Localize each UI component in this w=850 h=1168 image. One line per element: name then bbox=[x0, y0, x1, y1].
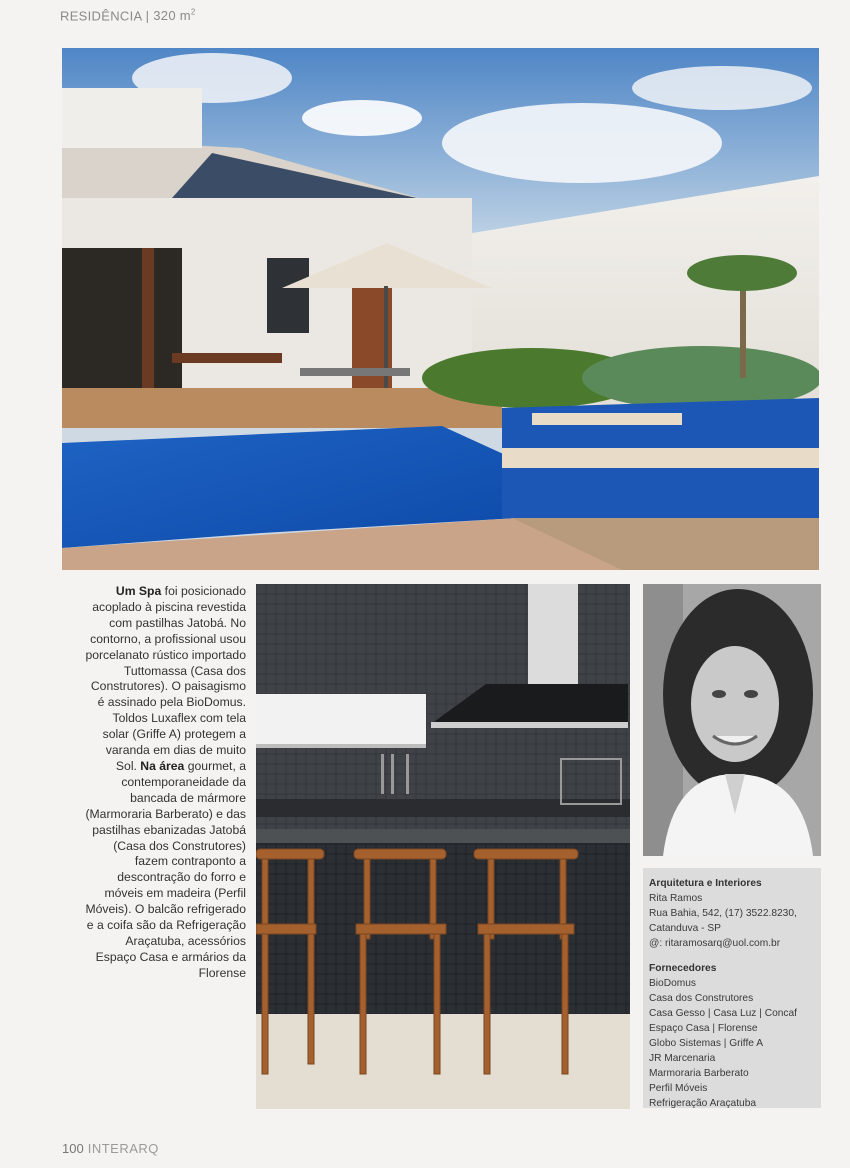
section-label: RESIDÊNCIA bbox=[60, 8, 142, 24]
supplier-item: Casa dos Construtores bbox=[649, 993, 754, 1004]
supplier-item: JR Marcenaria bbox=[649, 1053, 716, 1064]
address-line-1: Rua Bahia, 542, (17) 3522.8230, bbox=[649, 908, 797, 919]
lead-bold: Um Spa bbox=[115, 584, 162, 598]
area-label: 320 $m^2$ bbox=[153, 8, 196, 24]
supplier-item: Perfil Móveis bbox=[649, 1083, 708, 1094]
page-number: 100 bbox=[62, 1141, 84, 1156]
address-line-2: Catanduva - SP bbox=[649, 923, 721, 934]
architect-name: Rita Ramos bbox=[649, 893, 703, 904]
pool-spa-photo bbox=[62, 48, 819, 570]
magazine-name: INTERARQ bbox=[87, 1141, 159, 1156]
mid-bold: Na área bbox=[140, 758, 185, 773]
header-separator: | bbox=[145, 8, 150, 24]
page-footer bbox=[62, 1141, 159, 1156]
supplier-item: Refrigeração Araçatuba bbox=[649, 1098, 757, 1109]
email-contact: @: ritaramosarq@uol.com.br bbox=[649, 938, 781, 949]
architect-heading: Arquitetura e Interiores bbox=[649, 878, 762, 889]
supplier-item: Globo Sistemas | Griffe A bbox=[649, 1038, 764, 1049]
supplier-item: BioDomus bbox=[649, 978, 696, 989]
supplier-item: Casa Gesso | Casa Luz | Concaf bbox=[649, 1008, 797, 1019]
page-header bbox=[60, 8, 196, 23]
gourmet-kitchen-photo bbox=[256, 584, 630, 1109]
article-body: Um Spa foi posicionado acoplado à piscina revestida com pastilhas Jatobá. No contorno, a profissional usou porcelanato rústico importado Tuttomassa (Casa dos Construtores). O paisagismo é assinado pela BioDomus. Toldos Luxaflex com tela solar (Griffe A) protegem a varanda em dias de muito Sol. Na área gourmet, a contemporaneidade da bancada de mármore (Marmoraria Barberato) e das pastilhas ebanizadas Jatobá (Casa dos Construtores) fazem contraponto a descontração do forro e móveis em madeira (Perfil Móveis). O balcão refrigerado e a coifa são da Refrigeração Araçatuba, acessórios Espaço Casa e armários da Florense bbox=[85, 584, 246, 980]
architect-portrait-photo bbox=[643, 584, 821, 856]
suppliers-heading: Fornecedores bbox=[649, 963, 717, 974]
credits-box bbox=[643, 868, 821, 1108]
supplier-item: Marmoraria Barberato bbox=[649, 1068, 749, 1079]
supplier-item: Espaço Casa | Florense bbox=[649, 1023, 758, 1034]
